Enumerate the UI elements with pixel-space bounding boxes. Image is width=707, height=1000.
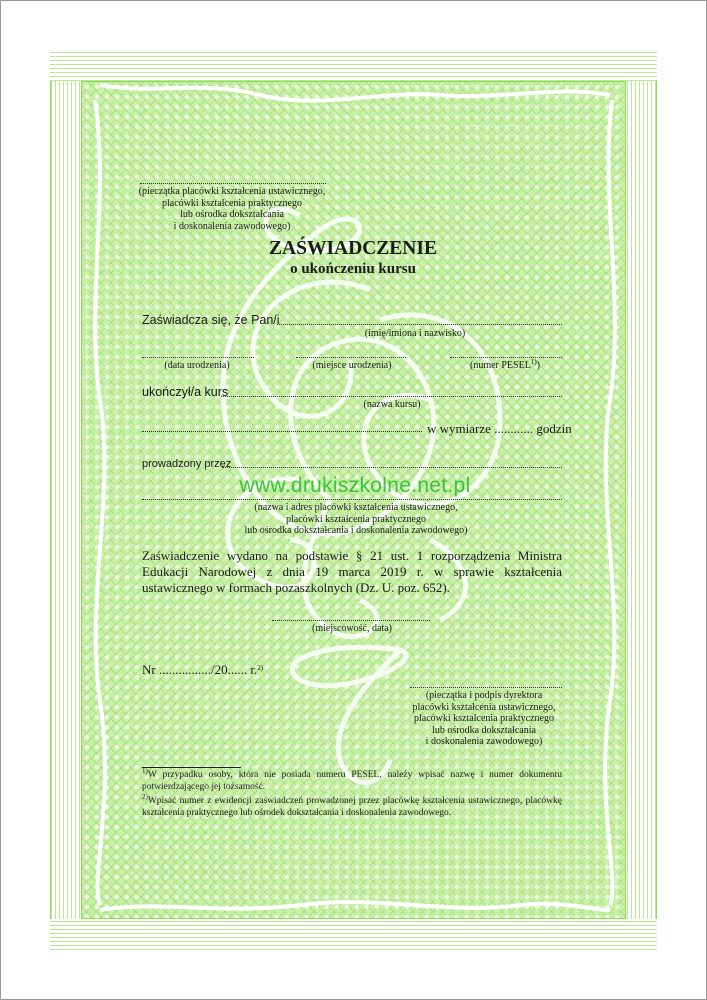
footnote-text: Wpisać numer z ewidencji zaświadczeń prowadzonej przez placówkę kształcenia ustawicznego, placówkę kształcenia praktycznego lub ośrodek dokształcania i doskonalenia zawodowego.: [142, 796, 562, 818]
run-by-label: prowadzony przez: [142, 458, 232, 470]
pesel-caption-text: (numer PESEL: [469, 360, 531, 371]
caption-line: placówki kształcenia praktycznego: [162, 197, 302, 209]
legal-basis-paragraph: Zaświadczenie wydano na podstawie § 21 ust. 1 rozporządzenia Ministra Edukacji Narodowej z dnia 19 marca 2019 r. w sprawie kształcenia ustawicznego w formach pozaszkolnych (Dz. U. poz. 652).: [142, 548, 562, 595]
footnote-rule: [142, 767, 241, 768]
institution-field[interactable]: [142, 499, 562, 500]
caption-line: placówki kształcenia ustawicznego,: [412, 701, 556, 713]
caption-line: lub ośrodka dokształcania i doskonalenia zawodowego): [244, 525, 468, 536]
birth-place-caption: (miejsce urodzenia): [312, 360, 392, 371]
person-caption: (imię/imiona i nazwisko): [364, 328, 466, 339]
birth-date-caption: (data urodzenia): [164, 360, 230, 371]
course-caption: (nazwa kursu): [363, 399, 421, 410]
stamp-caption: [139, 186, 326, 232]
birth-place-field[interactable]: [296, 357, 406, 358]
caption-line: (pieczątka i podpis dyrektora: [425, 690, 543, 701]
document-title: ZAŚWIADCZENIE: [269, 238, 437, 259]
caption-line: i doskonalenia zawodowego): [173, 220, 291, 232]
place-date-field[interactable]: [272, 620, 430, 621]
footnote-mark: 2): [142, 793, 148, 801]
caption-line: placówki kształcenia praktycznego: [414, 713, 554, 724]
course-label: ukończył/a kurs: [142, 385, 229, 399]
birth-date-field[interactable]: [142, 357, 254, 358]
footnote-ref: 1): [530, 358, 537, 366]
course-name-field[interactable]: [221, 396, 562, 397]
caption-line: lub ośrodka dokształcania: [180, 209, 284, 220]
footnote-ref: 2): [257, 664, 264, 672]
footnote-2: [142, 793, 562, 819]
pesel-field[interactable]: [450, 357, 562, 358]
certificate-number[interactable]: [142, 662, 263, 678]
director-stamp-caption: [413, 690, 556, 748]
institution-caption: [245, 502, 468, 537]
caption-line: (nazwa i adres placówki kształcenia ustawicznego,: [254, 502, 458, 513]
pesel-caption: (numer PESEL$^{1)}$): [469, 358, 541, 371]
number-label: Nr ................/20...... r.: [142, 662, 258, 677]
footnote-mark: 1): [142, 767, 148, 775]
caption-line: (pieczątka placówki kształcenia ustawicznego,: [138, 186, 326, 197]
director-signature-field[interactable]: [410, 687, 562, 688]
footnote-1: [142, 767, 562, 793]
caption-line: lub ośrodka dokształcania: [432, 724, 536, 736]
course-name-field-2[interactable]: [142, 431, 422, 432]
run-by-field[interactable]: [222, 467, 562, 468]
person-label: Zaświadcza się, że Pan/i: [142, 313, 280, 327]
person-name-field[interactable]: [277, 324, 562, 325]
footnote-text: W przypadku osoby, która nie posiada numeru PESEL, należy wpisać nazwę i numer dokumentu potwierdzającego jej tożsamość.: [142, 770, 562, 792]
document-subtitle: o ukończeniu kursu: [290, 261, 416, 277]
caption-line: placówki kształcenia praktycznego: [286, 513, 426, 525]
caption-line: i doskonalenia zawodowego): [425, 736, 543, 747]
place-date-caption: (miejscowość, data): [312, 623, 392, 634]
hours-label[interactable]: w wymiarze ............ godzin: [427, 421, 572, 436]
stamp-line: [140, 183, 326, 184]
website-watermark: www.drukiszkolne.net.pl: [239, 474, 471, 497]
